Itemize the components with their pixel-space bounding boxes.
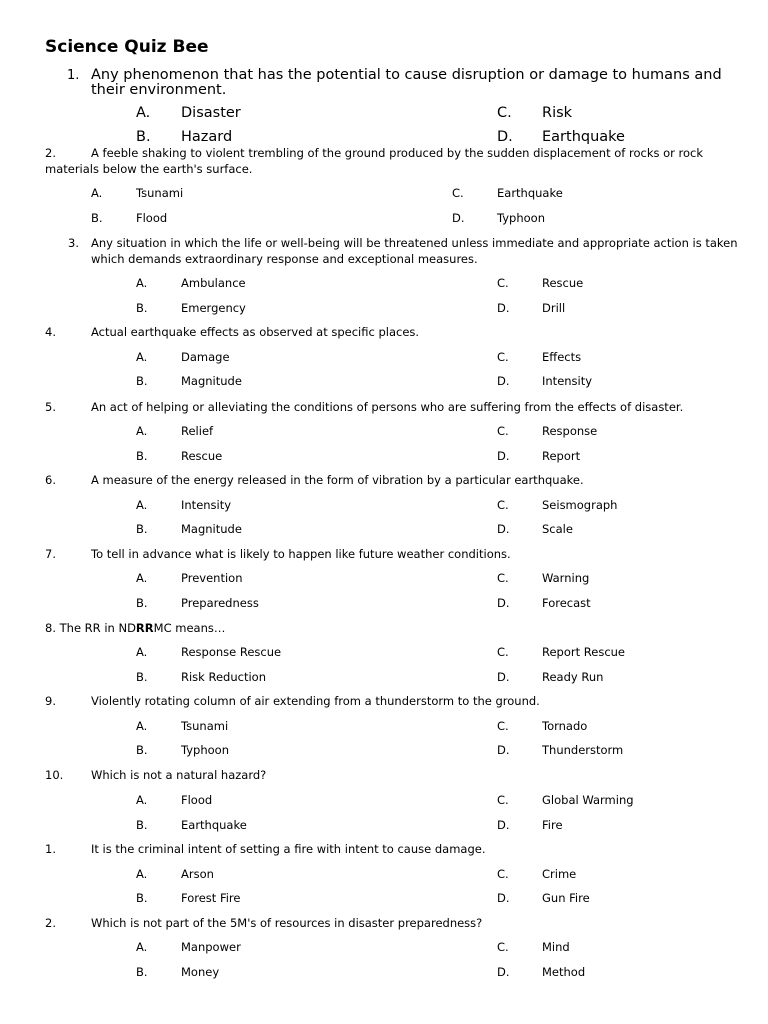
option-text: Magnitude	[181, 374, 242, 388]
option-text: Response Rescue	[181, 645, 282, 659]
option-letter: B.	[136, 965, 148, 979]
question-number: 2.	[45, 146, 56, 160]
question-text-suffix: MC means…	[153, 621, 226, 635]
question-number: 8.	[45, 621, 56, 635]
question-text: To tell in advance what is likely to happen like future weather conditions.	[91, 547, 511, 561]
option-text: Arson	[181, 867, 214, 881]
option-text: Earthquake	[497, 186, 563, 200]
option-letter: C.	[497, 424, 509, 438]
option-letter: D.	[497, 965, 510, 979]
question-text: It is the criminal intent of setting a fire with intent to cause damage.	[91, 842, 486, 856]
option-text: Typhoon	[181, 743, 229, 757]
option-text: Tornado	[542, 719, 588, 733]
option-letter: A.	[136, 645, 148, 659]
option-letter: C.	[497, 498, 509, 512]
option-text: Tsunami	[136, 186, 184, 200]
option-letter: C.	[497, 793, 509, 807]
option-text: Effects	[542, 350, 582, 364]
option-text: Risk Reduction	[181, 670, 266, 684]
option-letter: A.	[136, 867, 148, 881]
option-text: Tsunami	[181, 719, 229, 733]
option-letter: C.	[497, 105, 512, 121]
option-letter: B.	[136, 301, 148, 315]
option-text: Earthquake	[542, 129, 625, 145]
option-letter: D.	[497, 891, 510, 905]
option-letter: A.	[136, 940, 148, 954]
option-letter: D.	[497, 449, 510, 463]
option-letter: C.	[497, 867, 509, 881]
question-text: Which is not a natural hazard?	[91, 768, 267, 782]
option-text: Drill	[542, 301, 566, 315]
question-number: 3.	[68, 236, 79, 250]
option-letter: D.	[497, 522, 510, 536]
option-letter: D.	[497, 743, 510, 757]
option-text: Relief	[181, 424, 214, 438]
option-letter: C.	[497, 276, 509, 290]
option-text: Method	[542, 965, 586, 979]
question-number: 1.	[45, 842, 56, 856]
option-text: Forecast	[542, 596, 591, 610]
option-letter: B.	[136, 522, 148, 536]
option-text: Crime	[542, 867, 577, 881]
question-number: 7.	[45, 547, 56, 561]
option-text: Forest Fire	[181, 891, 241, 905]
option-letter: C.	[452, 186, 464, 200]
option-letter: B.	[136, 891, 148, 905]
option-text: Magnitude	[181, 522, 242, 536]
question-number: 6.	[45, 473, 56, 487]
option-text: Preparedness	[181, 596, 259, 610]
question-text: Violently rotating column of air extending from a thunderstorm to the ground.	[91, 694, 540, 708]
question-text-line: which demands extraordinary response and exceptional measures.	[91, 252, 478, 266]
option-text: Report	[542, 449, 581, 463]
option-letter: B.	[136, 596, 148, 610]
question-text-prefix: The RR in ND	[59, 621, 136, 635]
option-text: Typhoon	[497, 211, 545, 225]
option-text: Global Warming	[542, 793, 634, 807]
question-number: 5.	[45, 400, 56, 414]
question-number: 2.	[45, 916, 56, 930]
option-letter: C.	[497, 571, 509, 585]
option-letter: B.	[136, 449, 148, 463]
question-number: 9.	[45, 694, 56, 708]
question-text-line: Any situation in which the life or well-being will be threatened unless immediate and appropriate action is taken	[91, 236, 738, 250]
question-text: A measure of the energy released in the form of vibration by a particular earthquake.	[91, 473, 584, 487]
option-letter: D.	[497, 129, 513, 145]
option-letter: A.	[136, 498, 148, 512]
question-number: 10.	[45, 768, 64, 782]
option-letter: C.	[497, 719, 509, 733]
option-letter: C.	[497, 645, 509, 659]
option-letter: B.	[136, 129, 151, 145]
option-text: Gun Fire	[542, 891, 590, 905]
option-letter: A.	[136, 276, 148, 290]
option-text: Intensity	[181, 498, 232, 512]
option-letter: D.	[497, 374, 510, 388]
question-text	[45, 621, 225, 635]
option-letter: B.	[136, 670, 148, 684]
option-letter: B.	[91, 211, 103, 225]
option-text: Intensity	[542, 374, 593, 388]
option-letter: A.	[136, 571, 148, 585]
option-letter: D.	[497, 818, 510, 832]
option-letter: A.	[136, 719, 148, 733]
option-letter: A.	[136, 793, 148, 807]
option-letter: A.	[136, 424, 148, 438]
option-letter: C.	[497, 940, 509, 954]
option-text: Flood	[181, 793, 213, 807]
option-text: Warning	[542, 571, 590, 585]
question-text-bold: RR	[135, 621, 154, 635]
option-letter: A.	[91, 186, 103, 200]
question-text: Actual earthquake effects as observed at specific places.	[91, 325, 420, 339]
option-text: Response	[542, 424, 598, 438]
option-text: Earthquake	[181, 818, 247, 832]
question-number: 4.	[45, 325, 56, 339]
question-number: 1.	[67, 68, 80, 83]
option-letter: B.	[136, 818, 148, 832]
option-text: Money	[181, 965, 220, 979]
question-text: An act of helping or alleviating the conditions of persons who are suffering from the effects of disaster.	[91, 400, 684, 414]
option-text: Rescue	[181, 449, 223, 463]
option-letter: D.	[497, 596, 510, 610]
option-letter: D.	[452, 211, 465, 225]
option-letter: B.	[136, 743, 148, 757]
option-text: Ready Run	[542, 670, 604, 684]
question-text-line: materials below the earth's surface.	[45, 162, 253, 176]
option-letter: B.	[136, 374, 148, 388]
option-text: Scale	[542, 522, 573, 536]
question-text: Any phenomenon that has the potential to cause disruption or damage to humans and their environment.	[91, 67, 722, 98]
question-text: Which is not part of the 5M's of resources in disaster preparedness?	[91, 916, 483, 930]
option-text: Ambulance	[181, 276, 246, 290]
option-text: Seismograph	[542, 498, 618, 512]
option-letter: A.	[136, 350, 148, 364]
option-text: Report Rescue	[542, 645, 626, 659]
option-text: Thunderstorm	[542, 743, 624, 757]
option-text: Fire	[542, 818, 563, 832]
option-text: Prevention	[181, 571, 243, 585]
option-text: Manpower	[181, 940, 241, 954]
option-letter: D.	[497, 301, 510, 315]
option-letter: C.	[497, 350, 509, 364]
option-letter: A.	[136, 105, 151, 121]
option-text: Emergency	[181, 301, 246, 315]
option-text: Risk	[542, 105, 573, 121]
option-text: Flood	[136, 211, 168, 225]
option-text: Hazard	[181, 129, 233, 145]
option-text: Rescue	[542, 276, 584, 290]
question-text-line: A feeble shaking to violent trembling of the ground produced by the sudden displacement of rocks or rock	[91, 146, 704, 160]
option-text: Mind	[542, 940, 570, 954]
option-text: Damage	[181, 350, 230, 364]
page-title: Science Quiz Bee	[45, 37, 209, 57]
option-letter: D.	[497, 670, 510, 684]
option-text: Disaster	[181, 105, 241, 121]
